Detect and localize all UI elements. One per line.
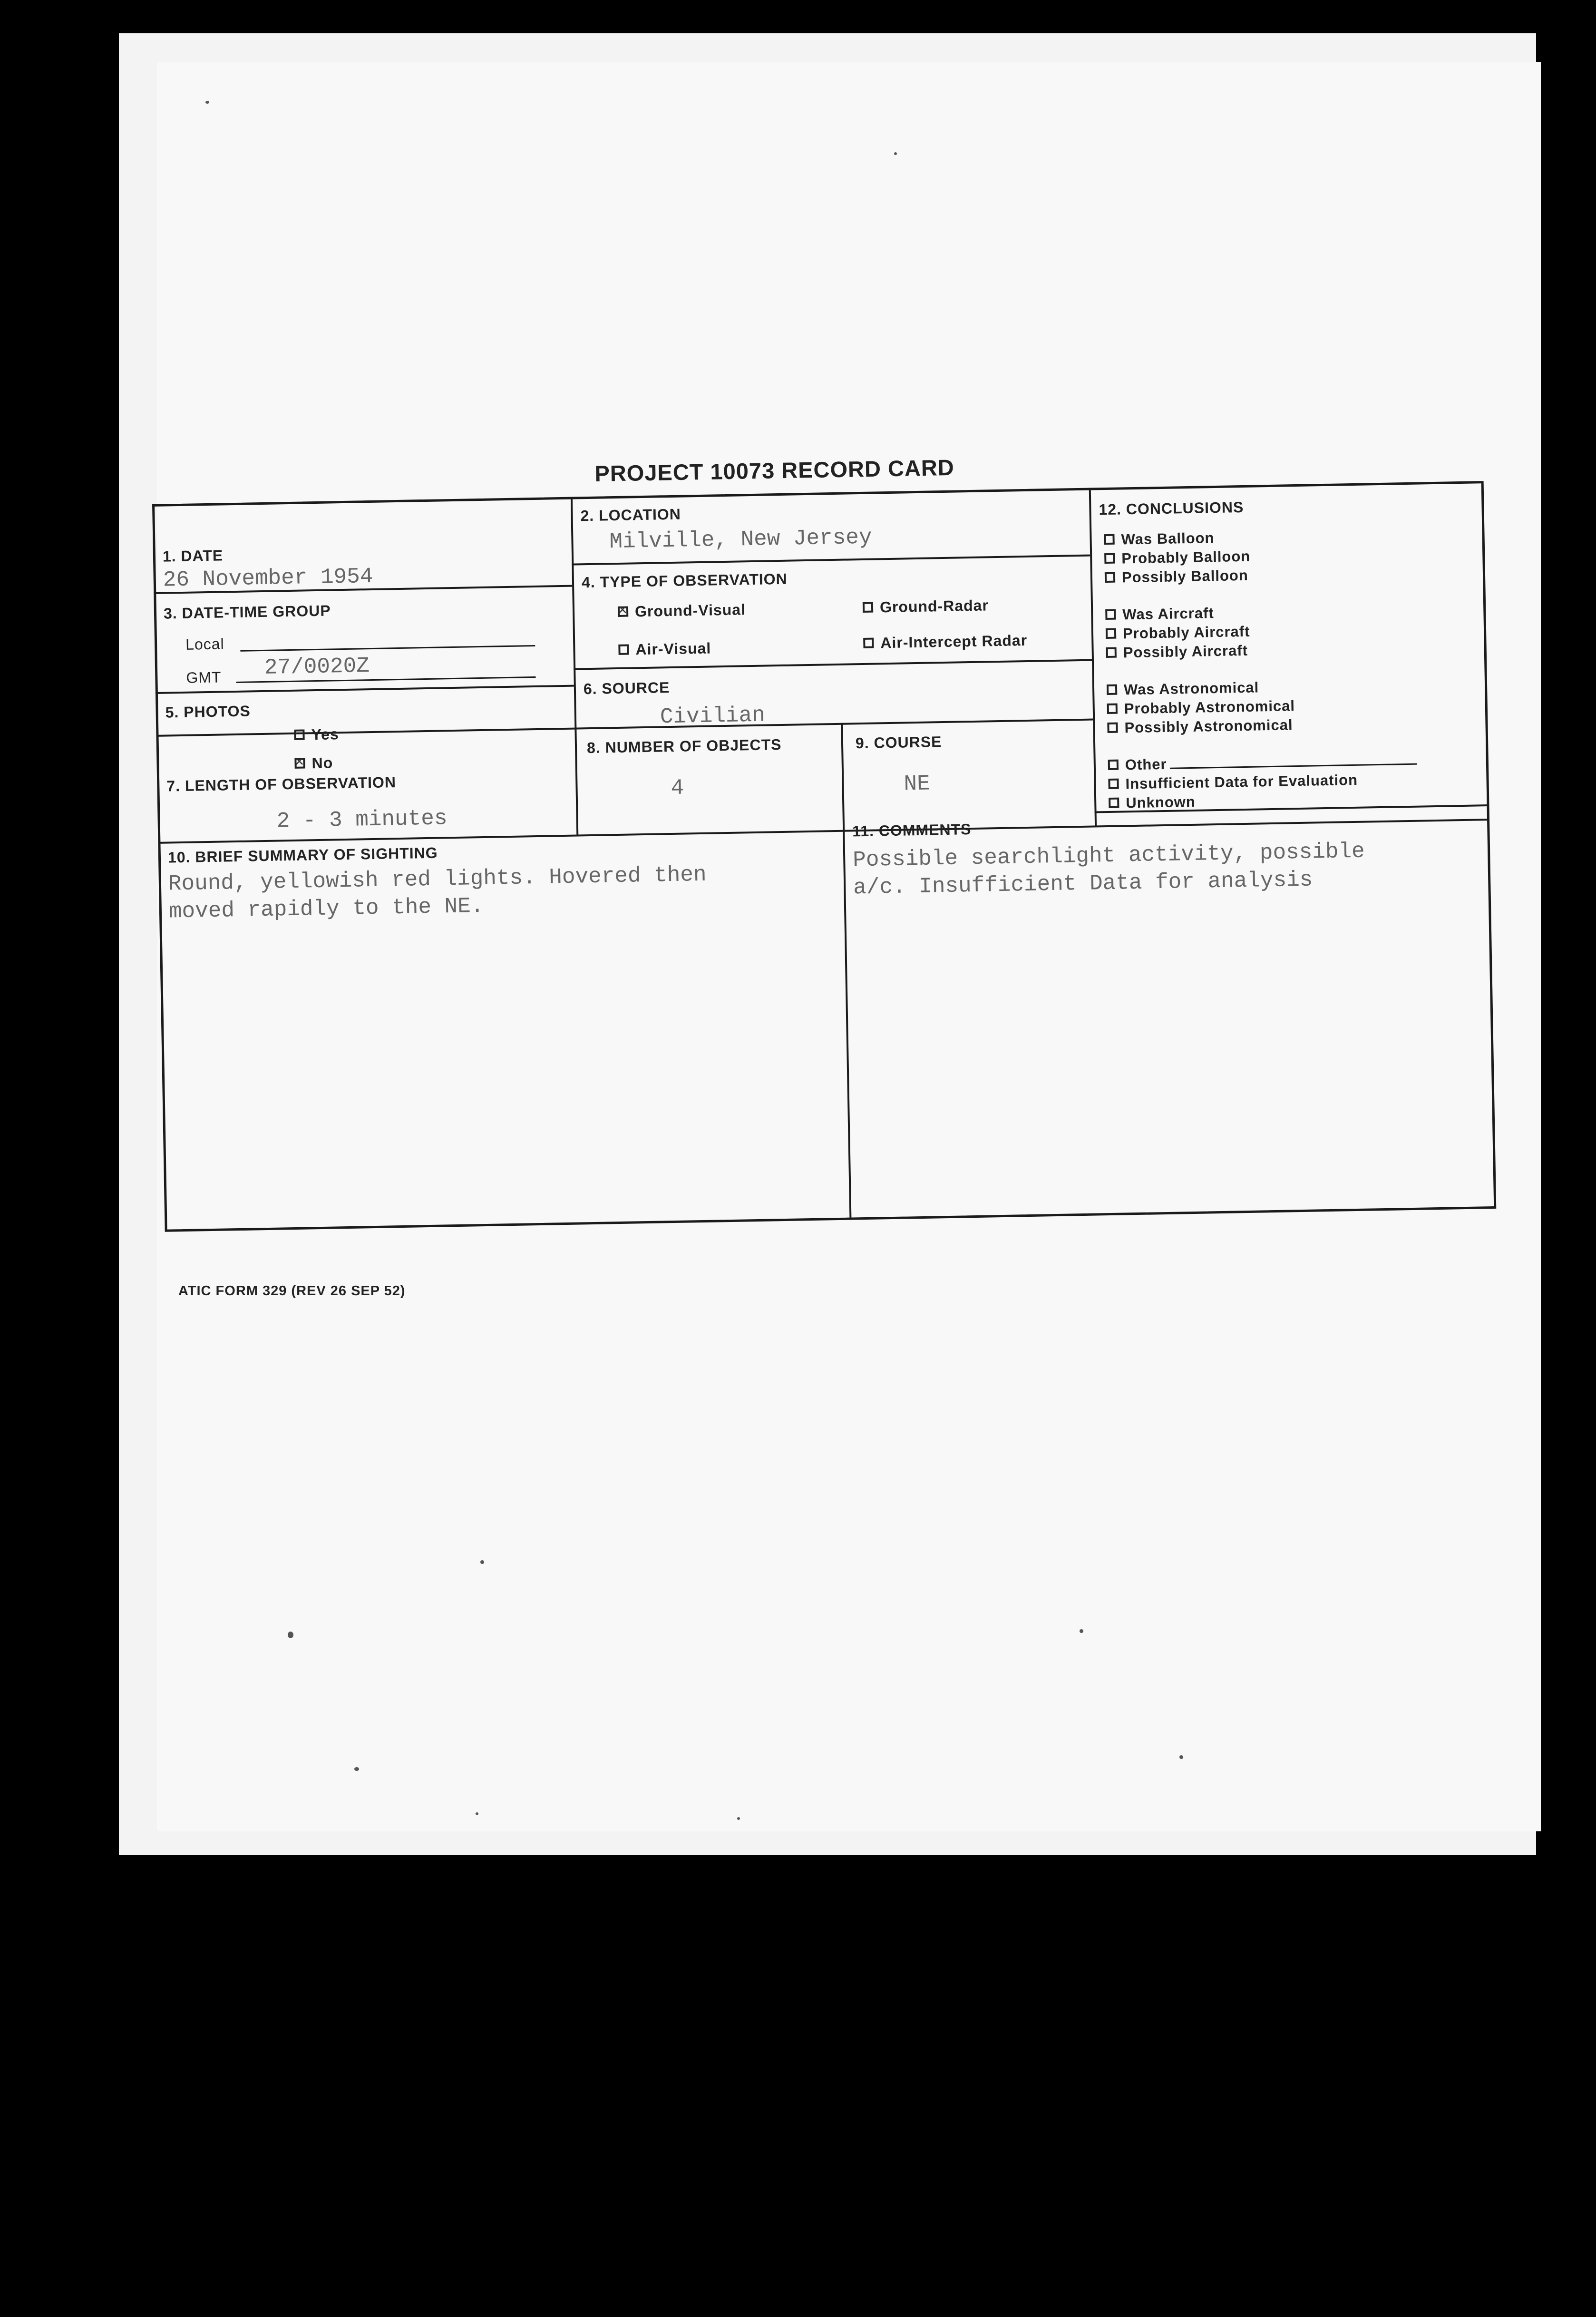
length-of-observation-label: 7. LENGTH OF OBSERVATION (166, 773, 397, 795)
checkbox-icon (1107, 703, 1118, 714)
checkbox-icon (863, 637, 874, 648)
checkbox-checked-icon: × (617, 600, 628, 619)
conclusion-option[interactable]: Was Balloon (1104, 525, 1413, 549)
option-air-intercept-radar[interactable]: Air-Intercept Radar (863, 632, 1027, 652)
source-label: 6. SOURCE (583, 679, 670, 698)
other-underline (1170, 763, 1417, 769)
checkbox-icon (1106, 647, 1117, 657)
card-title: PROJECT 10073 RECORD CARD (594, 454, 955, 486)
dust-speck (1080, 1629, 1083, 1633)
dust-speck (476, 1812, 478, 1815)
option-air-visual[interactable]: Air-Visual (618, 640, 711, 659)
type-of-observation-label: 4. TYPE OF OBSERVATION (581, 570, 788, 591)
conclusion-option[interactable]: Was Astronomical (1107, 675, 1416, 700)
source-value: Civilian (660, 703, 766, 730)
checkbox-icon (1107, 684, 1117, 694)
comments-line: Possible searchlight activity, possible (852, 839, 1365, 873)
checkbox-icon (1105, 609, 1116, 619)
brief-summary-label: 10. BRIEF SUMMARY OF SIGHTING (167, 844, 438, 866)
checkbox-icon (1105, 572, 1115, 582)
conclusion-option[interactable]: Possibly Astronomical (1107, 714, 1416, 738)
gmt-value: 27/0020Z (264, 654, 370, 680)
date-label: 1. DATE (162, 547, 224, 565)
checkbox-icon (1104, 534, 1114, 545)
checkbox-icon (1108, 759, 1119, 770)
checkbox-icon (1109, 797, 1119, 808)
conclusion-option[interactable]: Possibly Balloon (1105, 563, 1414, 587)
summary-line: moved rapidly to the NE. (168, 893, 484, 924)
checkbox-checked-icon: × (294, 752, 305, 771)
course-value: NE (904, 771, 931, 797)
summary-line: Round, yellowish red lights. Hovered then (168, 862, 707, 897)
conclusion-option[interactable]: Possibly Aircraft (1106, 638, 1415, 663)
conclusion-option[interactable]: Probably Aircraft (1106, 619, 1415, 644)
option-photos-no[interactable]: × No (294, 752, 333, 772)
conclusions-label: 12. CONCLUSIONS (1099, 498, 1244, 518)
conclusions-list (1104, 525, 1418, 813)
form-footer: ATIC FORM 329 (REV 26 SEP 52) (178, 1283, 406, 1299)
checkbox-icon (1107, 722, 1118, 733)
option-ground-visual[interactable]: × Ground-Visual (617, 600, 746, 620)
conclusion-option[interactable]: Probably Astronomical (1107, 694, 1416, 719)
comments-line: a/c. Insufficient Data for analysis (853, 867, 1313, 900)
gmt-label: GMT (186, 668, 222, 686)
checkbox-icon (1108, 778, 1119, 789)
comments-text (853, 838, 1365, 902)
dust-speck (894, 152, 897, 155)
conclusion-option[interactable]: Unknown (1109, 789, 1418, 813)
conclusion-option[interactable]: Other (1108, 751, 1417, 775)
dust-speck (288, 1632, 293, 1638)
dust-speck (480, 1560, 484, 1564)
dust-speck (737, 1817, 740, 1820)
record-card (152, 481, 1496, 1232)
comments-label: 11. COMMENTS (852, 821, 972, 840)
conclusion-option[interactable]: Was Aircraft (1105, 600, 1414, 625)
checkbox-icon (1106, 628, 1116, 638)
dust-speck (205, 101, 209, 104)
location-value: Milville, New Jersey (609, 525, 872, 555)
conclusion-option[interactable]: Insufficient Data for Evaluation (1108, 770, 1417, 794)
checkbox-icon (863, 602, 873, 612)
conclusion-option[interactable]: Probably Balloon (1104, 544, 1413, 568)
date-value: 26 November 1954 (163, 564, 373, 593)
checkbox-icon (618, 644, 629, 655)
photos-label: 5. PHOTOS (165, 702, 251, 721)
course-label: 9. COURSE (855, 733, 942, 752)
option-photos-yes[interactable]: Yes (294, 725, 339, 744)
local-label: Local (185, 635, 224, 653)
length-of-observation-value: 2 - 3 minutes (276, 806, 448, 834)
number-of-objects-label: 8. NUMBER OF OBJECTS (586, 735, 782, 757)
brief-summary-text (168, 861, 707, 926)
date-time-group-label: 3. DATE-TIME GROUP (163, 602, 331, 622)
option-ground-radar[interactable]: Ground-Radar (863, 596, 989, 616)
checkbox-icon (1104, 553, 1115, 564)
dust-speck (354, 1767, 359, 1771)
dust-speck (1179, 1755, 1183, 1759)
checkbox-icon (294, 729, 304, 740)
number-of-objects-value: 4 (671, 775, 684, 801)
location-label: 2. LOCATION (580, 505, 681, 525)
